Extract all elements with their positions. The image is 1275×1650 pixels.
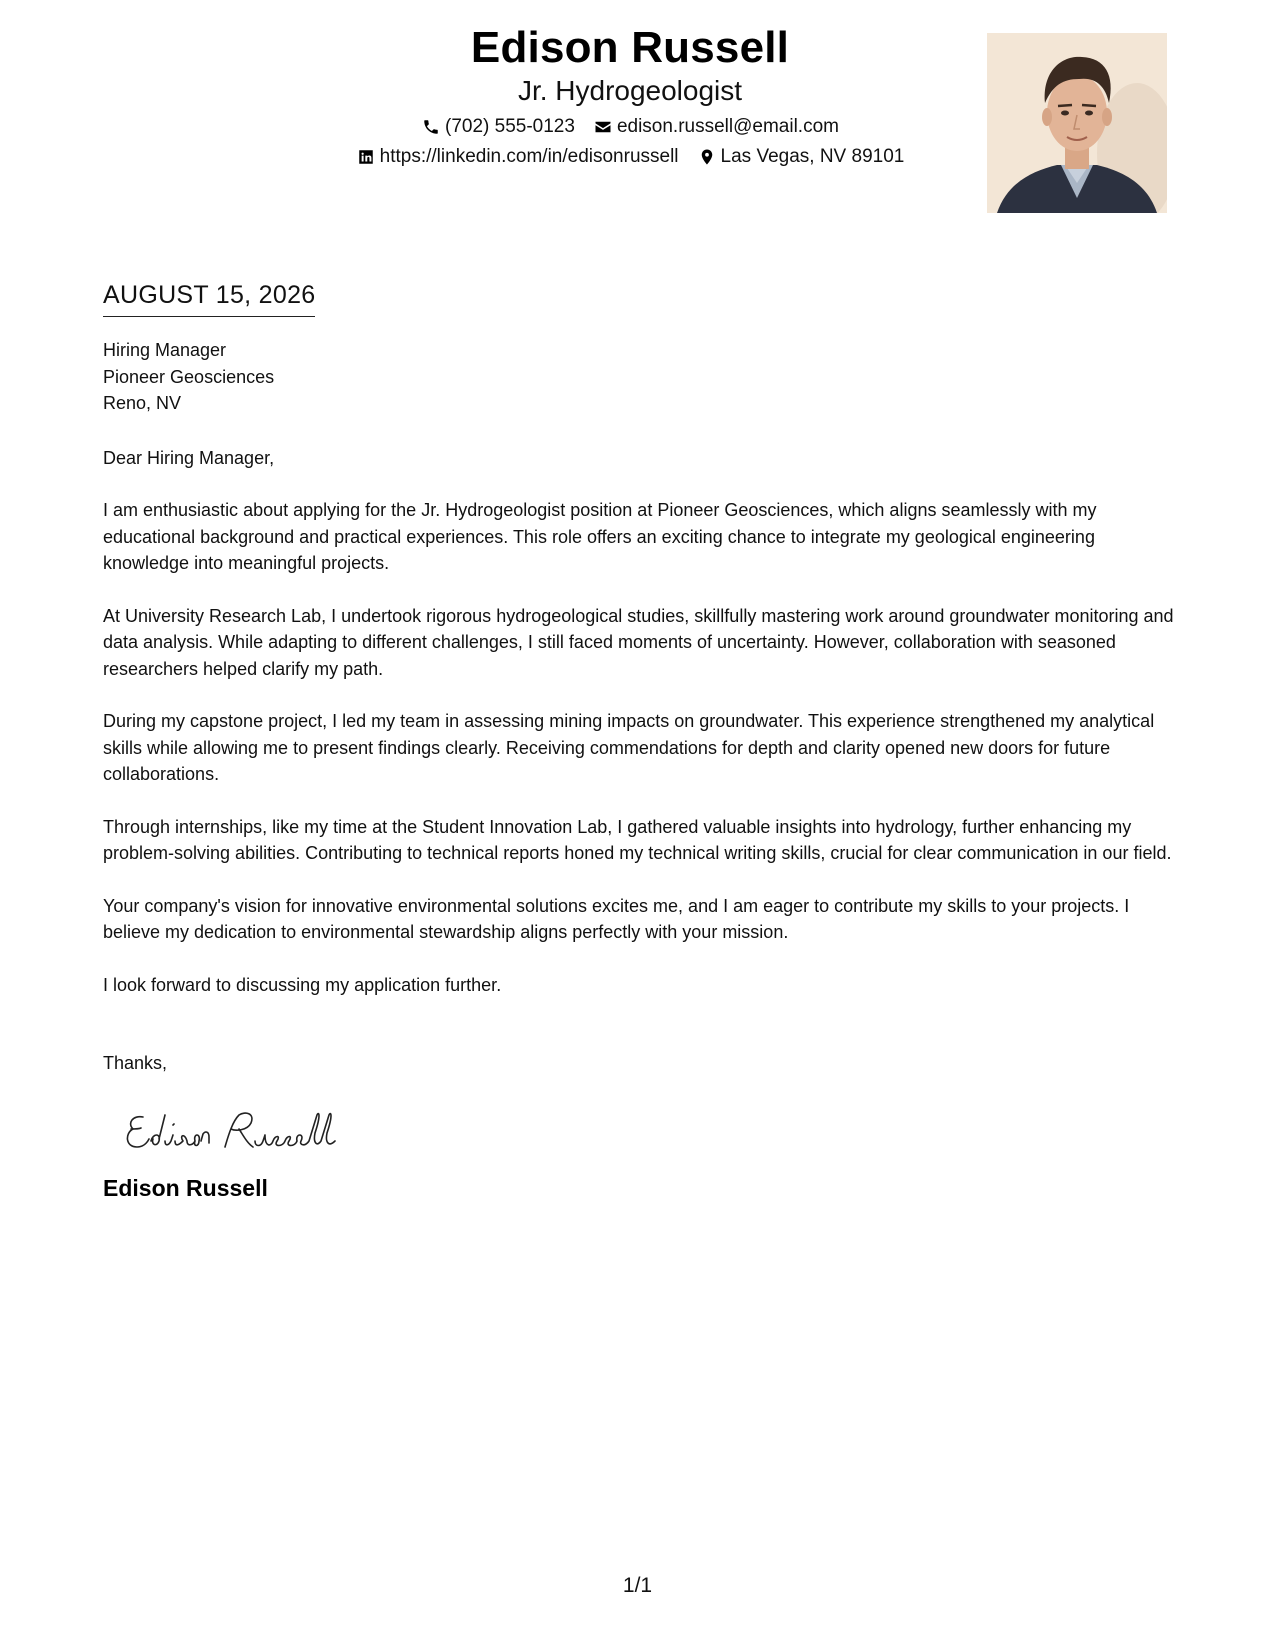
header-text-block xyxy=(330,22,930,170)
paragraph-4: Through internships, like my time at the Student Innovation Lab, I gathered valuable insights into hydrology, further enhancing my problem-solving abilities. Contributing to technical reports honed my technical writing skills, crucial for clear communication in our field. xyxy=(103,816,1172,863)
signer-name: Edison Russell xyxy=(103,1174,268,1201)
recipient-company: Pioneer Geosciences xyxy=(103,366,275,387)
paragraph-1: I am enthusiastic about applying for the Jr. Hydrogeologist position at Pioneer Geosciences, which aligns seamlessly with my educational background and practical experiences. This role offers an exciting chance to integrate my geological engineering knowledge into meaningful projects. xyxy=(103,500,1097,573)
handwritten-signature xyxy=(121,1103,361,1159)
recipient-block xyxy=(103,337,1178,417)
letter-body xyxy=(103,278,1178,1203)
closing: Thanks, xyxy=(103,1053,168,1073)
greeting: Dear Hiring Manager, xyxy=(103,447,275,468)
phone-text: (702) 555-0123 xyxy=(445,116,575,137)
applicant-name: Edison Russell xyxy=(470,23,790,72)
map-pin-icon xyxy=(697,147,717,167)
contact-email xyxy=(593,114,839,140)
location-text: Las Vegas, NV 89101 xyxy=(720,146,905,167)
paragraph-3: During my capstone project, I led my team in assessing mining impacts on groundwater. This experience strengthened my analytical skills while allowing me to present findings clearly. Receiving commendations for depth and clarity opened new doors for future collaborations. xyxy=(103,711,1155,784)
phone-icon xyxy=(421,117,441,137)
contact-row-2 xyxy=(330,144,930,170)
contact-linkedin xyxy=(356,144,679,170)
contact-location xyxy=(697,144,905,170)
linkedin-icon xyxy=(356,147,376,167)
envelope-icon xyxy=(593,117,613,137)
recipient-location: Reno, NV xyxy=(103,393,182,413)
job-title: Jr. Hydrogeologist xyxy=(517,75,743,106)
recipient-title: Hiring Manager xyxy=(103,340,227,360)
page-number: 1/1 xyxy=(622,1574,653,1597)
paragraph-2: At University Research Lab, I undertook rigorous hydrogeological studies, skillfully mastering work around groundwater monitoring and data analysis. While adapting to different challenges, I still faced moments of uncertainty. However, collaboration with seasoned researchers helped clarify my path. xyxy=(103,605,1174,679)
paragraph-5: Your company's vision for innovative environmental solutions excites me, and I am eager to contribute my skills to your projects. I believe my dedication to environmental stewardship aligns perfectly with your mission. xyxy=(103,895,1130,942)
paragraph-6: I look forward to discussing my application further. xyxy=(103,974,502,995)
email-text: edison.russell@email.com xyxy=(616,116,839,137)
contact-row-1 xyxy=(330,114,930,140)
linkedin-text: https://linkedin.com/in/edisonrussell xyxy=(379,146,679,167)
letter-header xyxy=(0,0,1275,230)
profile-photo xyxy=(987,33,1167,213)
contact-phone xyxy=(421,114,575,140)
letter-date: AUGUST 15, 2026 xyxy=(103,278,315,317)
